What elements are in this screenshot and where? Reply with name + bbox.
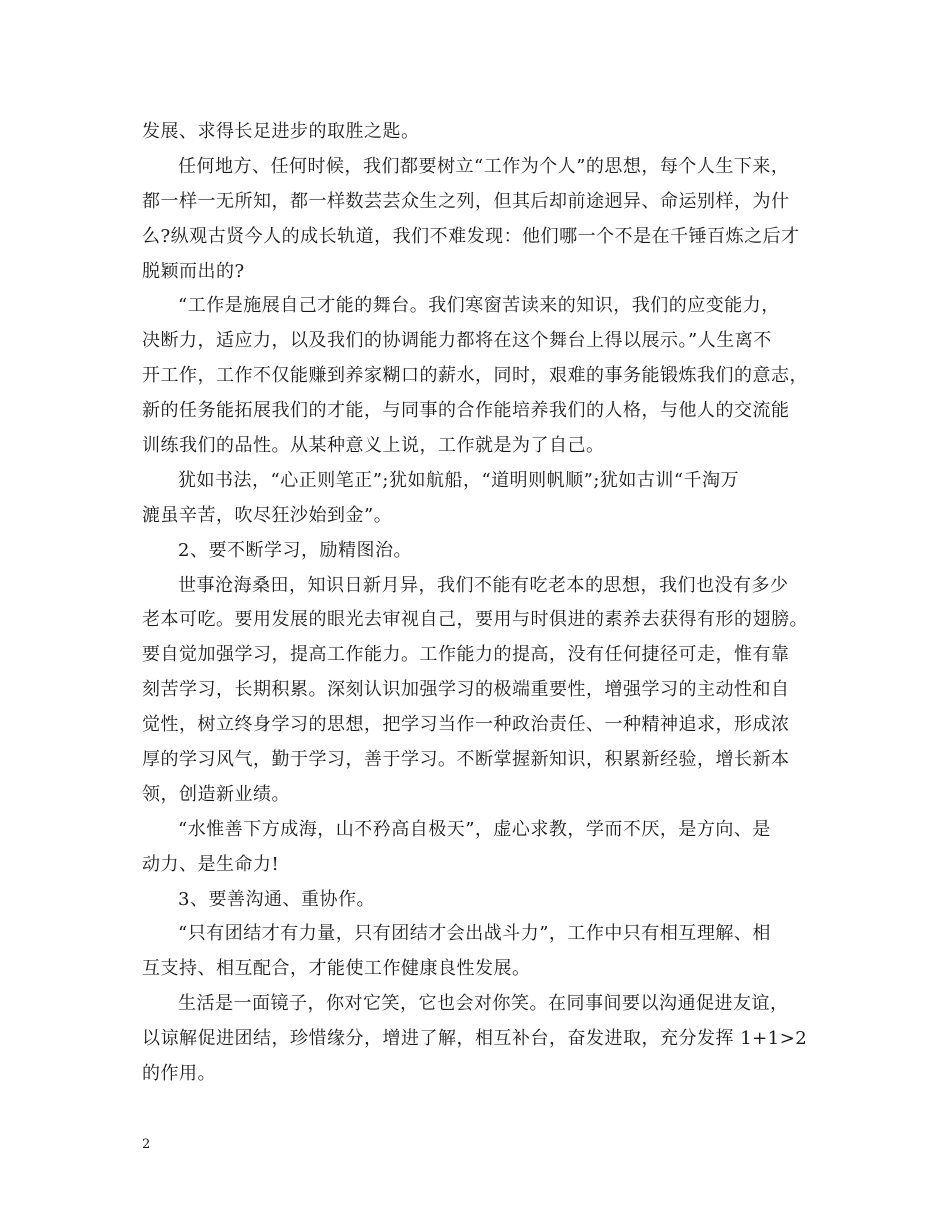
text-line: 互支持、相互配合，才能使工作健康良性发展。	[142, 958, 531, 980]
text-line: 厚的学习风气，勤于学习，善于学习。不断掌握新知识，积累新经验，增长新本	[142, 749, 790, 771]
text-line: 么?纵观古贤今人的成长轨道，我们不难发现：他们哪一个不是在千锤百炼之后才	[142, 225, 800, 247]
text-line: 觉性，树立终身学习的思想，把学习当作一种政治责任、一种精神追求，形成浓	[142, 714, 790, 736]
text-line: 新的任务能拓展我们的才能，与同事的合作能培养我们的人格，与他人的交流能	[142, 400, 790, 422]
document-body	[142, 115, 814, 1092]
text-line: 要自觉加强学习，提高工作能力。工作能力的提高，没有任何捷径可走，惟有靠	[142, 644, 790, 666]
text-line: 开工作，工作不仅能赚到养家糊口的薪水，同时，艰难的事务能锻炼我们的意志，	[142, 365, 808, 387]
text-line: 动力、是生命力!	[142, 853, 280, 875]
text-line: 决断力，适应力，以及我们的协调能力都将在这个舞台上得以展示。”人生离不	[142, 330, 772, 352]
text-line: 刻苦学习，长期积累。深刻认识加强学习的极端重要性，增强学习的主动性和自	[142, 679, 790, 701]
text-line: 任何地方、任何时候，我们都要树立“工作为个人”的思想，每个人生下来，	[178, 155, 790, 177]
text-line: 2、要不断学习，励精图治。	[178, 539, 412, 561]
text-line: 的作用。	[142, 1063, 216, 1085]
text-line: 以谅解促进团结，珍惜缘分，增进了解，相互补台，奋发进取，充分发挥 1+1>2	[142, 1028, 808, 1050]
text-line: “水惟善下方成海，山不矜高自极天”，虚心求教，学而不厌，是方向、是	[178, 818, 771, 840]
text-line: 世事沧海桑田，知识日新月异，我们不能有吃老本的思想，我们也没有多少	[178, 574, 789, 596]
text-line: “只有团结才有力量，只有团结才会出战斗力”，工作中只有相互理解、相	[178, 923, 771, 945]
text-line: 脱颖而出的?	[142, 260, 245, 282]
page-number: 2	[142, 1137, 151, 1152]
text-line: 都一样一无所知，都一样数芸芸众生之列，但其后却前途迥异、命运别样，为什	[142, 190, 790, 212]
text-line: 生活是一面镜子，你对它笑，它也会对你笑。在同事间要以沟通促进友谊，	[178, 993, 789, 1015]
text-line: 犹如书法，“心正则笔正”;犹如航船，“道明则帆顺”;犹如古训“千淘万	[178, 469, 740, 491]
text-line: 老本可吃。要用发展的眼光去审视自己，要用与时俱进的素养去获得有形的翅膀。	[142, 609, 808, 631]
text-line: 领，创造新业绩。	[142, 783, 290, 805]
text-line: 漉虽辛苦，吹尽狂沙始到金”。	[142, 504, 393, 526]
text-line: 训练我们的品性。从某种意义上说，工作就是为了自己。	[142, 435, 605, 457]
text-line: 发展、求得长足进步的取胜之匙。	[142, 121, 420, 142]
text-line: 3、要善沟通、重协作。	[178, 888, 375, 910]
text-line: “工作是施展自己才能的舞台。我们寒窗苦读来的知识，我们的应变能力，	[178, 295, 780, 317]
